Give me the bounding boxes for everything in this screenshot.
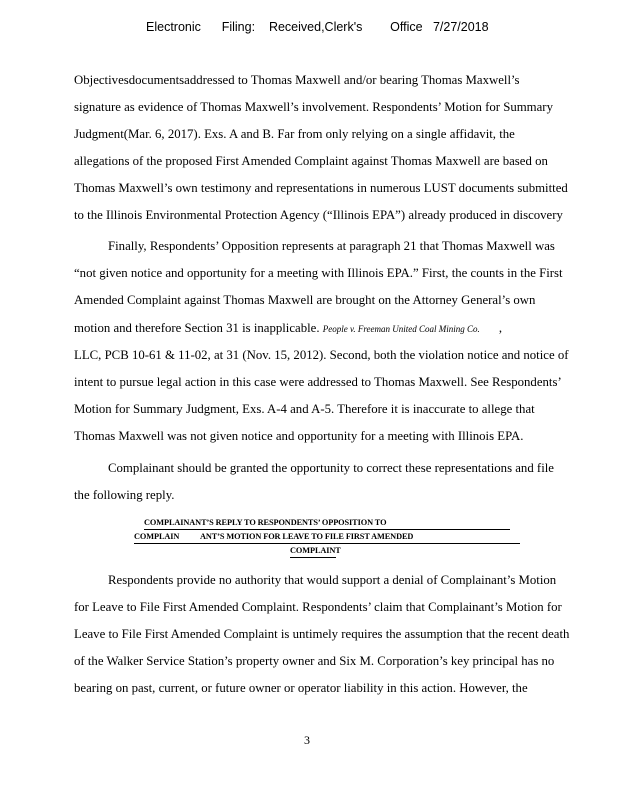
heading-underline [134,543,520,544]
body-line: Leave to File First Amended Complaint is untimely requires the assumption that the recent death [74,627,570,641]
body-line: of the Walker Service Station’s property owner and Six M. Corporation’s key principal has no [74,654,555,668]
body-line: Objectivesdocumentsaddressed to Thomas Maxwell and/or bearing Thomas Maxwell’s [74,73,520,87]
body-line: Complainant should be granted the opportunity to correct these representations and file [108,461,554,475]
body-line: Motion for Summary Judgment, Exs. A-4 and A-5. Therefore it is inaccurate to allege that [74,402,535,416]
section-heading-line3: COMPLAINT [290,546,341,555]
body-line: the following reply. [74,488,175,502]
body-line: intent to pursue legal action in this case were addressed to Thomas Maxwell. See Respondents’ [74,375,562,389]
section-heading-line2b: ANT’S MOTION FOR LEAVE TO FILE FIRST AMENDED [200,532,414,541]
body-line: allegations of the proposed First Amended Complaint against Thomas Maxwell are based on [74,154,548,168]
body-line: Amended Complaint against Thomas Maxwell are brought on the Attorney General’s own [74,293,536,307]
section-heading-line2a: COMPLAIN [134,532,180,541]
filing-header: Electronic Filing: Received,Clerk's Office 7/27/2018 [146,20,489,34]
body-line: bearing on past, current, or future owner or operator liability in this action. However, the [74,681,528,695]
body-line: signature as evidence of Thomas Maxwell’s involvement. Respondents’ Motion for Summary [74,100,553,114]
body-text: motion and therefore Section 31 is inapplicable. [74,321,323,335]
body-line: to the Illinois Environmental Protection Agency (“Illinois EPA”) already produced in discovery [74,208,563,222]
body-text: , [479,321,503,335]
body-line: “not given notice and opportunity for a meeting with Illinois EPA.” First, the counts in the First [74,266,563,280]
body-line: Judgment(Mar. 6, 2017). Exs. A and B. Far from only relying on a single affidavit, the [74,127,515,141]
case-citation: People v. Freeman United Coal Mining Co. [322,324,480,334]
body-line: LLC, PCB 10-61 & 11-02, at 31 (Nov. 15, 2012). Second, both the violation notice and notice of [74,348,569,362]
body-line-with-citation [74,320,502,337]
body-line: Thomas Maxwell was not given notice and opportunity for a meeting with Illinois EPA. [74,429,524,443]
section-heading-line1: COMPLAINANT’S REPLY TO RESPONDENTS’ OPPOSITION TO [144,518,387,527]
body-line: for Leave to File First Amended Complaint. Respondents’ claim that Complainant’s Motion for [74,600,562,614]
body-line: Thomas Maxwell’s own testimony and representations in numerous LUST documents submitted [74,181,568,195]
page-number: 3 [304,733,310,747]
body-line: Finally, Respondents’ Opposition represents at paragraph 21 that Thomas Maxwell was [108,239,555,253]
heading-underline [290,557,336,558]
heading-underline [144,529,510,530]
body-line: Respondents provide no authority that would support a denial of Complainant’s Motion [108,573,557,587]
